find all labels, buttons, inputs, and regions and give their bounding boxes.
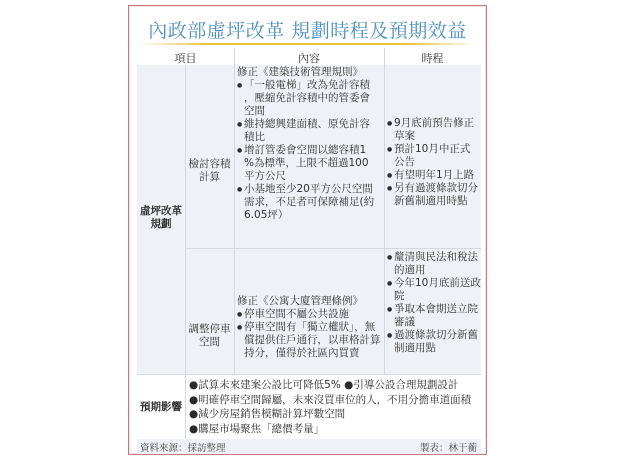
- list-item: ● 有望明年1月上路: [387, 169, 481, 182]
- list-item: ● 過渡條款切分新舊 制適用點: [387, 329, 481, 355]
- infographic-title: 內政部虛坪改革 規劃時程及預期效益: [148, 20, 467, 42]
- table-header: [137, 48, 481, 65]
- schedule-floor-area: [387, 117, 481, 208]
- divider: [185, 375, 186, 439]
- list-item: ● 釐清與民法和稅法 的適用: [387, 251, 481, 277]
- list-item: ● 停車空間不屬公共設施: [237, 308, 385, 321]
- list-item: ● 小基地至少20平方公尺空間 需求，不足者可保障補足(約 6.05坪）: [237, 183, 385, 222]
- impact-label: 預期影響: [140, 401, 182, 413]
- header-item: 項目: [174, 52, 197, 65]
- source-note: 資料來源：採訪整理: [140, 443, 226, 454]
- list-item: ● 9月底前預告修正 草案: [387, 117, 481, 143]
- impact-list: [189, 378, 471, 436]
- impact-section: [137, 374, 481, 439]
- list-item: ● 「一般電梯」改為免計容積 ，壓縮免計容積中的管委會 空間: [237, 79, 385, 118]
- footer: [137, 439, 481, 454]
- list-item: ● 爭取本會期送立院 審議: [387, 303, 481, 329]
- list-item: ●試算未來建案公設比可降低5% ●引導公設合理規劃設計: [189, 379, 459, 391]
- list-item: ● 預計10月中正式 公告: [387, 143, 481, 169]
- header-content: 內容: [298, 52, 320, 65]
- reform-section: [137, 65, 481, 374]
- list-item: ● 增訂管委會空間以總容積1 %為標準，上限不超過100 平方公尺: [237, 144, 385, 183]
- list-item: ●購屋市場聚焦「總價考量」: [189, 422, 325, 435]
- content-parking: 修正《公寓大廈管理條例》 ● 停車空間不屬公共設施 ● 停車空間有「獨立權狀」，無 償提供住戶通行，以車格計算 持分，僅得於社區內買賣: [237, 295, 385, 360]
- list-item: ● 今年10月底前送政 院: [387, 277, 481, 303]
- list-item: ● 另有過渡條款切分 新舊制適用時點: [387, 182, 481, 208]
- divider: [234, 65, 235, 374]
- credit-note: 製表：林于蘅: [419, 443, 477, 454]
- list-item: ● 停車空間有「獨立權狀」，無 償提供住戶通行，以車格計算 持分，僅得於社區內買賣: [237, 321, 385, 360]
- title-underline: [139, 43, 476, 45]
- category-label: 虛坪改革 規劃: [140, 205, 182, 230]
- list-item: ● 維持總興建面積、原免計容 積比: [237, 118, 385, 144]
- list-item: ●明確停車空間歸屬，未來沒買車位的人，不用分擔車道面積: [189, 393, 472, 406]
- header-schedule: 時程: [421, 52, 444, 65]
- schedule-table: [137, 48, 481, 454]
- schedule-parking: [387, 251, 481, 355]
- list-item: ●減少房屋銷售模糊計算坪數空間: [189, 408, 346, 420]
- subcategory-label-parking: 調整停車 空間: [188, 323, 231, 348]
- content-floor-area: 修正《建築技術管理規則》 ● 「一般電梯」改為免計容積 ，壓縮免計容積中的管委會 空間 ● 維持總興建面積、原免計容 積比 ● 增訂管委會空間以總容積1 %為標準，上限不超過100 平方公尺 ● 小基地至少20平方公尺空間 需求，不足者可保障補足(約 6.05坪）: [237, 66, 385, 222]
- subcategory-label-floor-area: 檢討容積 計算: [188, 158, 231, 183]
- divider: [185, 248, 481, 249]
- infographic-frame: [128, 5, 487, 455]
